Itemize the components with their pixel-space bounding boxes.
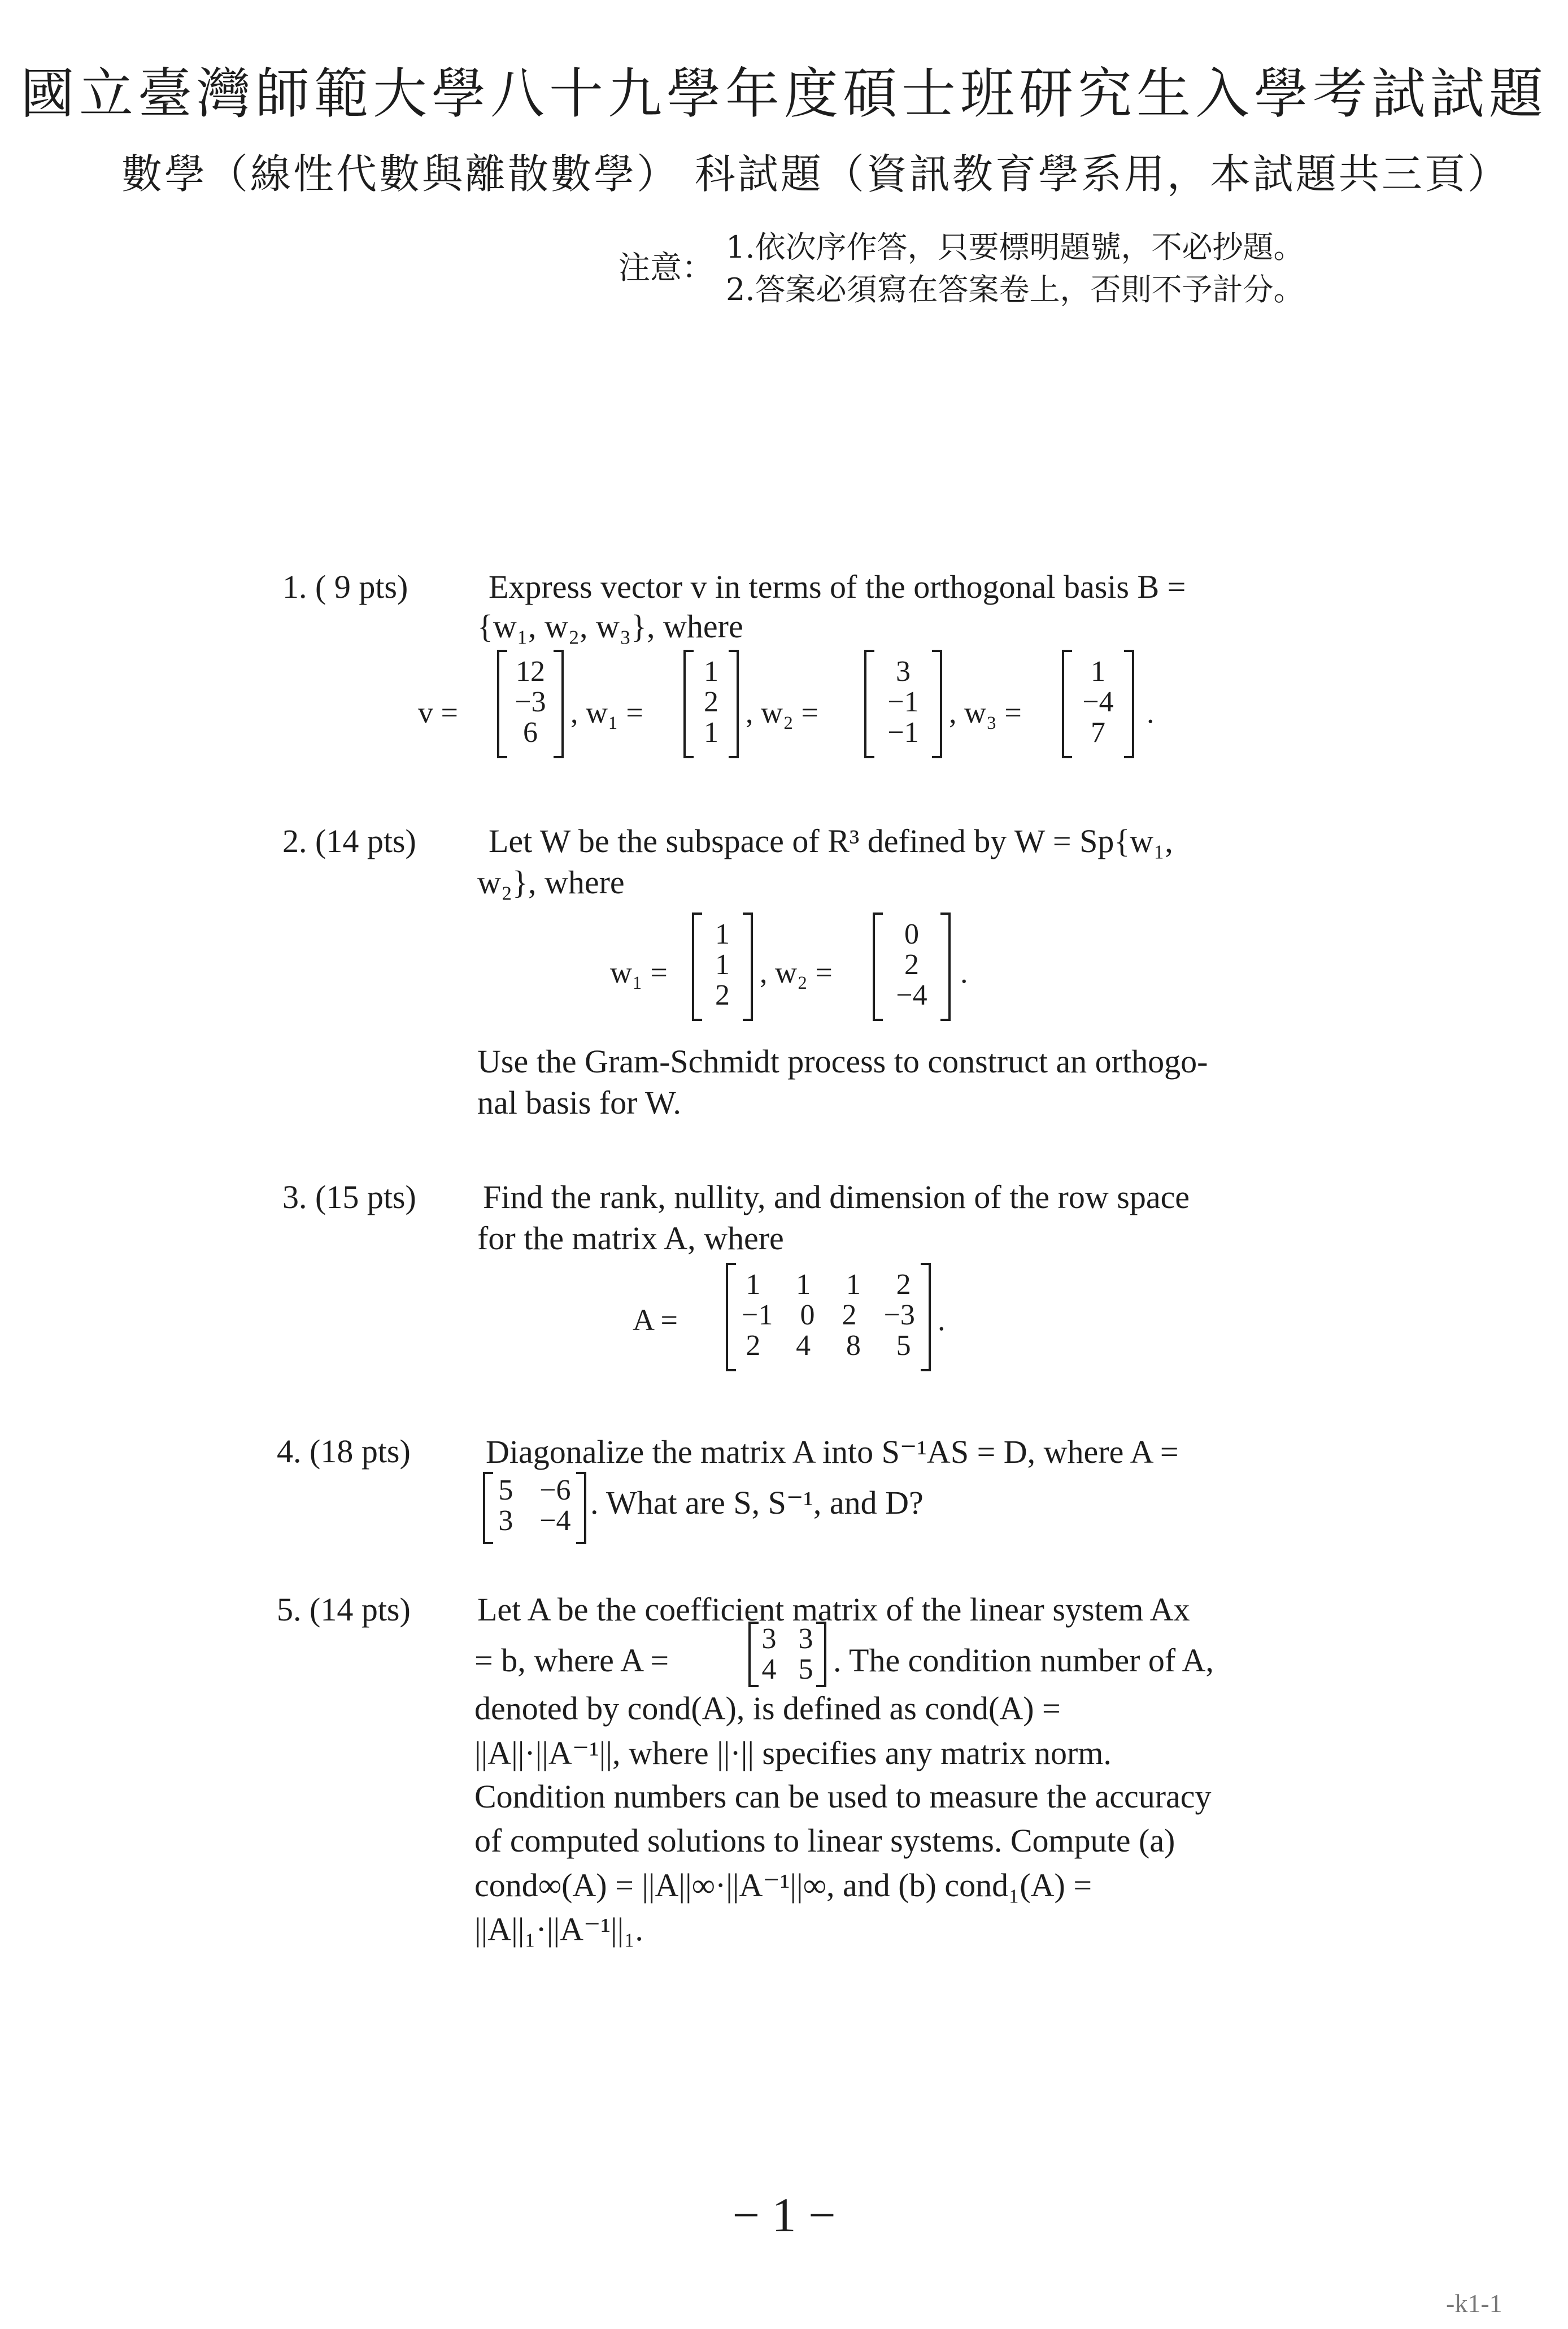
q1-vector-v xyxy=(497,650,564,758)
question-3-line-1: Find the rank, nullity, and dimension of the row space xyxy=(483,1179,1190,1215)
q1-w1-entry: 1 xyxy=(704,655,718,688)
q2-w2-entry: 2 xyxy=(904,949,919,981)
question-2-after-1: Use the Gram-Schmidt process to construct an orthogo- xyxy=(477,1043,1208,1080)
question-5-label: 5. (14 pts) xyxy=(277,1591,411,1628)
corner-mark: -k1-1 xyxy=(1446,2289,1502,2318)
q3-entry: 1 xyxy=(746,1268,761,1301)
question-2-line-1: Let W be the subspace of R³ defined by W = Sp{w₁, xyxy=(489,823,1173,859)
q3-entry: 1 xyxy=(796,1268,811,1301)
q1-vector-w2 xyxy=(864,650,942,758)
q1-w3-entry: 7 xyxy=(1091,716,1105,749)
q3-a-label: A = xyxy=(633,1303,678,1337)
q1-v-label: v = xyxy=(418,696,458,729)
q3-entry: 2 xyxy=(896,1268,911,1301)
note-line-2: 2.答案必須寫在答案卷上，否則不予計分。 xyxy=(726,272,1304,307)
q2-w1-entry: 2 xyxy=(715,979,730,1011)
question-5-line-7: cond∞(A) = ||A||∞·||A⁻¹||∞, and (b) cond₁(A) = xyxy=(474,1867,1092,1904)
q2-end: . xyxy=(960,955,968,989)
q3-matrix-row xyxy=(728,1331,929,1361)
q1-w1-label: , w₁ = xyxy=(570,696,643,729)
q5-entry: 5 xyxy=(798,1653,813,1685)
q2-w1-entry: 1 xyxy=(715,918,730,950)
question-5-line-5: Condition numbers can be used to measure the accuracy xyxy=(474,1778,1212,1815)
q1-w2-entry: −1 xyxy=(887,686,919,718)
q1-w2-label: , w₂ = xyxy=(746,696,818,729)
question-5-line-3: denoted by cond(A), is defined as cond(A) = xyxy=(474,1690,1061,1727)
question-5-line-4: ||A||·||A⁻¹||, where ||·|| specifies any matrix norm. xyxy=(474,1735,1112,1771)
q1-v-entry: −3 xyxy=(515,686,546,718)
q5-matrix-row xyxy=(751,1654,824,1685)
question-5-line-2-pre: = b, where A = xyxy=(474,1642,669,1679)
q2-w1-entry: 1 xyxy=(715,949,730,981)
question-2-label: 2. (14 pts) xyxy=(282,823,416,859)
q5-matrix-a xyxy=(748,1622,826,1687)
q4-matrix-a xyxy=(483,1472,586,1544)
q4-entry: 5 xyxy=(498,1474,513,1506)
question-5-line-1: Let A be the coefficient matrix of the linear system Ax xyxy=(477,1591,1190,1628)
q3-matrix-row xyxy=(728,1270,929,1300)
question-4-line-2: . What are S, S⁻¹, and D? xyxy=(590,1484,924,1521)
q3-entry: 2 xyxy=(746,1329,761,1362)
q3-entry: 2 xyxy=(842,1299,857,1331)
q2-w1-label: w₁ = xyxy=(610,955,668,989)
exam-subtitle: 數學（線性代數與離散數學） 科試題（資訊教育學系用，本試題共三頁） xyxy=(121,150,1510,198)
q3-entry: 1 xyxy=(846,1268,861,1301)
q1-v-entry: 12 xyxy=(516,655,545,688)
question-1-label: 1. ( 9 pts) xyxy=(282,568,408,605)
q3-entry: 5 xyxy=(896,1329,911,1362)
q3-matrix-row xyxy=(728,1300,929,1331)
q3-entry: 8 xyxy=(846,1329,861,1362)
q1-vector-w1 xyxy=(683,650,739,758)
question-1-line-1: Express vector v in terms of the orthogonal basis B = xyxy=(489,568,1186,605)
question-1-line-2: {w₁, w₂, w₃}, where xyxy=(477,608,743,645)
q5-matrix-row xyxy=(751,1624,824,1654)
q1-w1-entry: 2 xyxy=(704,686,718,718)
q3-entry: 4 xyxy=(796,1329,811,1362)
q1-w2-entry: −1 xyxy=(887,716,919,749)
q1-vector-w3 xyxy=(1062,650,1134,758)
question-5-line-8: ||A||₁·||A⁻¹||₁. xyxy=(474,1911,643,1948)
q1-w3-label: , w₃ = xyxy=(949,696,1022,729)
q2-vector-w2 xyxy=(873,913,951,1021)
q4-entry: −6 xyxy=(539,1474,571,1506)
q5-entry: 3 xyxy=(761,1623,777,1655)
q1-w2-entry: 3 xyxy=(896,655,911,688)
q3-entry: 0 xyxy=(800,1299,815,1331)
q2-w2-entry: 0 xyxy=(904,918,919,950)
exam-title: 國立臺灣師範大學八十九學年度碩士班研究生入學考試試題 xyxy=(20,62,1548,125)
q2-vector-w1 xyxy=(692,913,753,1021)
question-3-line-2: for the matrix A, where xyxy=(477,1220,784,1257)
question-4-line-1: Diagonalize the matrix A into S⁻¹AS = D, where A = xyxy=(486,1433,1179,1470)
note-line-1: 1.依次序作答，只要標明題號，不必抄題。 xyxy=(726,229,1304,265)
note-label: 注意： xyxy=(619,250,713,286)
question-3-label: 3. (15 pts) xyxy=(282,1179,416,1215)
q4-entry: 3 xyxy=(498,1505,513,1537)
q1-v-entry: 6 xyxy=(523,716,538,749)
question-2-after-2: nal basis for W. xyxy=(477,1084,681,1121)
q1-w1-entry: 1 xyxy=(704,716,718,749)
q2-w2-entry: −4 xyxy=(896,979,927,1011)
question-4-label: 4. (18 pts) xyxy=(277,1433,411,1470)
q1-w3-entry: 1 xyxy=(1091,655,1105,688)
q3-entry: −3 xyxy=(883,1299,915,1331)
q3-matrix-a xyxy=(726,1263,931,1371)
page-number: − 1 − xyxy=(732,2188,836,2242)
q4-matrix-row xyxy=(485,1475,584,1506)
q1-end: . xyxy=(1147,696,1155,729)
q5-entry: 3 xyxy=(798,1623,813,1655)
q2-w2-label: , w₂ = xyxy=(760,955,833,989)
question-5-line-6: of computed solutions to linear systems. Compute (a) xyxy=(474,1822,1175,1859)
question-5-line-2-post: . The condition number of A, xyxy=(833,1642,1214,1679)
q4-entry: −4 xyxy=(539,1505,571,1537)
q3-end: . xyxy=(938,1303,946,1337)
q4-matrix-row xyxy=(485,1506,584,1536)
q3-entry: −1 xyxy=(742,1299,773,1331)
q1-w3-entry: −4 xyxy=(1082,686,1114,718)
q5-entry: 4 xyxy=(761,1653,777,1685)
question-2-line-2: w₂}, where xyxy=(477,864,625,901)
